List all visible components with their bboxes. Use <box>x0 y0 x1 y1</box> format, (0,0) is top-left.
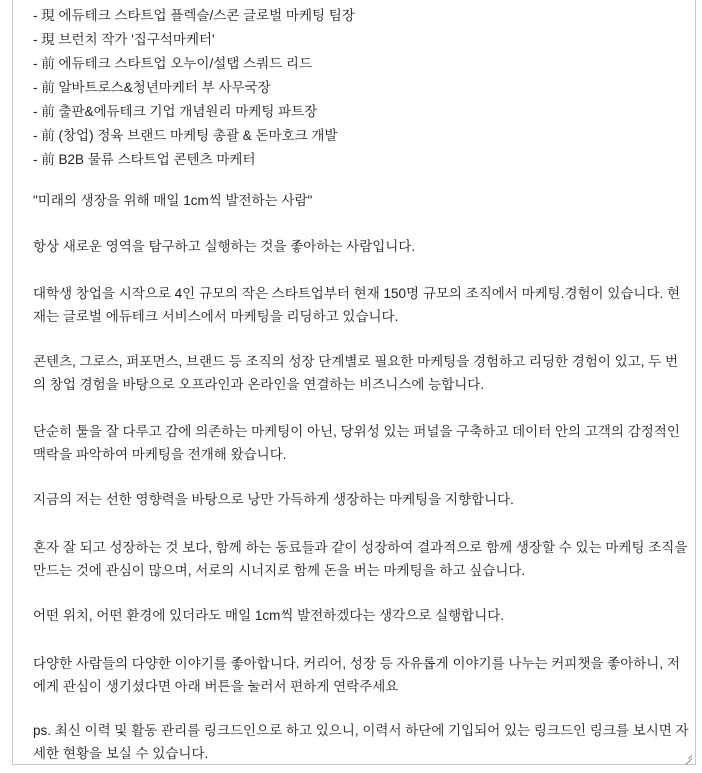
career-item: - 前 (창업) 정육 브랜드 마케팅 총괄 & 돈마호크 개발 <box>33 128 338 143</box>
intro-paragraph: 항상 새로운 영역을 탐구하고 실행하는 것을 좋아하는 사람입니다. <box>33 239 416 254</box>
career-item: - 現 에듀테크 스타트업 플렉슬/스콘 글로벌 마케팅 팀장 <box>33 8 355 23</box>
career-item: - 現 브런치 작가 '집구석마케터' <box>33 32 215 47</box>
textarea-content <box>33 0 693 761</box>
career-item: - 前 출판&에듀테크 기업 개념원리 마케팅 파트장 <box>33 104 318 119</box>
ps-paragraph: ps. 최신 이력 및 활동 관리를 링크드인으로 하고 있으니, 이력서 하단에 기입되어 있는 링크드인 링크를 보시면 자세한 현황을 보실 수 있습니다. <box>33 723 689 761</box>
career-item: - 前 B2B 물류 스타트업 콘텐츠 마케터 <box>33 152 256 167</box>
intro-paragraph: 어떤 위치, 어떤 환경에 있더라도 매일 1cm씩 발전하겠다는 생각으로 실행합니다. <box>33 608 505 623</box>
motto-quote: "미래의 생장을 위해 매일 1cm씩 발전하는 사람" <box>33 193 313 208</box>
intro-paragraph: 혼자 잘 되고 성장하는 것 보다, 함께 하는 동료들과 같이 성장하여 결과적으로 함께 생장할 수 있는 마케팅 조직을 만드는 것에 관심이 많으며, 서로의 시너지로 함께 돈을 버는 마케팅을 하고 싶습니다. <box>33 540 688 578</box>
career-list <box>33 4 693 172</box>
intro-paragraph: 지금의 저는 선한 영향력을 바탕으로 낭만 가득하게 생장하는 마케팅을 지향합니다. <box>33 492 514 507</box>
profile-textarea[interactable] <box>12 0 696 765</box>
intro-paragraph: 단순히 툴을 잘 다루고 감에 의존하는 마케팅이 아닌, 당위성 있는 퍼널을 구축하고 데이터 안의 고객의 감정적인 맥락을 파악하여 마케팅을 전개해 왔습니다. <box>33 424 680 462</box>
resize-handle[interactable] <box>683 752 693 762</box>
career-item: - 前 에듀테크 스타트업 오누이/설탭 스쿼드 리드 <box>33 56 312 71</box>
career-item: - 前 알바트로스&청년마케터 부 사무국장 <box>33 80 271 95</box>
intro-paragraph: 다양한 사람들의 다양한 이야기를 좋아합니다. 커리어, 성장 등 자유롭게 이야기를 나누는 커피챗을 좋아하니, 저에게 관심이 생기셨다면 아래 버튼을 눌러서 편하게 연락주세요 <box>33 656 680 694</box>
intro-paragraph: 대학생 창업을 시작으로 4인 규모의 작은 스타트업부터 현재 150명 규모의 조직에서 마케팅.경험이 있습니다. 현재는 글로벌 에듀테크 서비스에서 마케팅을 리딩하고 있습니다. <box>33 286 681 324</box>
intro-paragraph: 콘텐츠, 그로스, 퍼포먼스, 브랜드 등 조직의 성장 단계별로 필요한 마케팅을 경험하고 리딩한 경험이 있고, 두 번의 창업 경험을 바탕으로 오프라인과 온라인을 연결하는 비즈니스에 능합니다. <box>33 354 679 392</box>
